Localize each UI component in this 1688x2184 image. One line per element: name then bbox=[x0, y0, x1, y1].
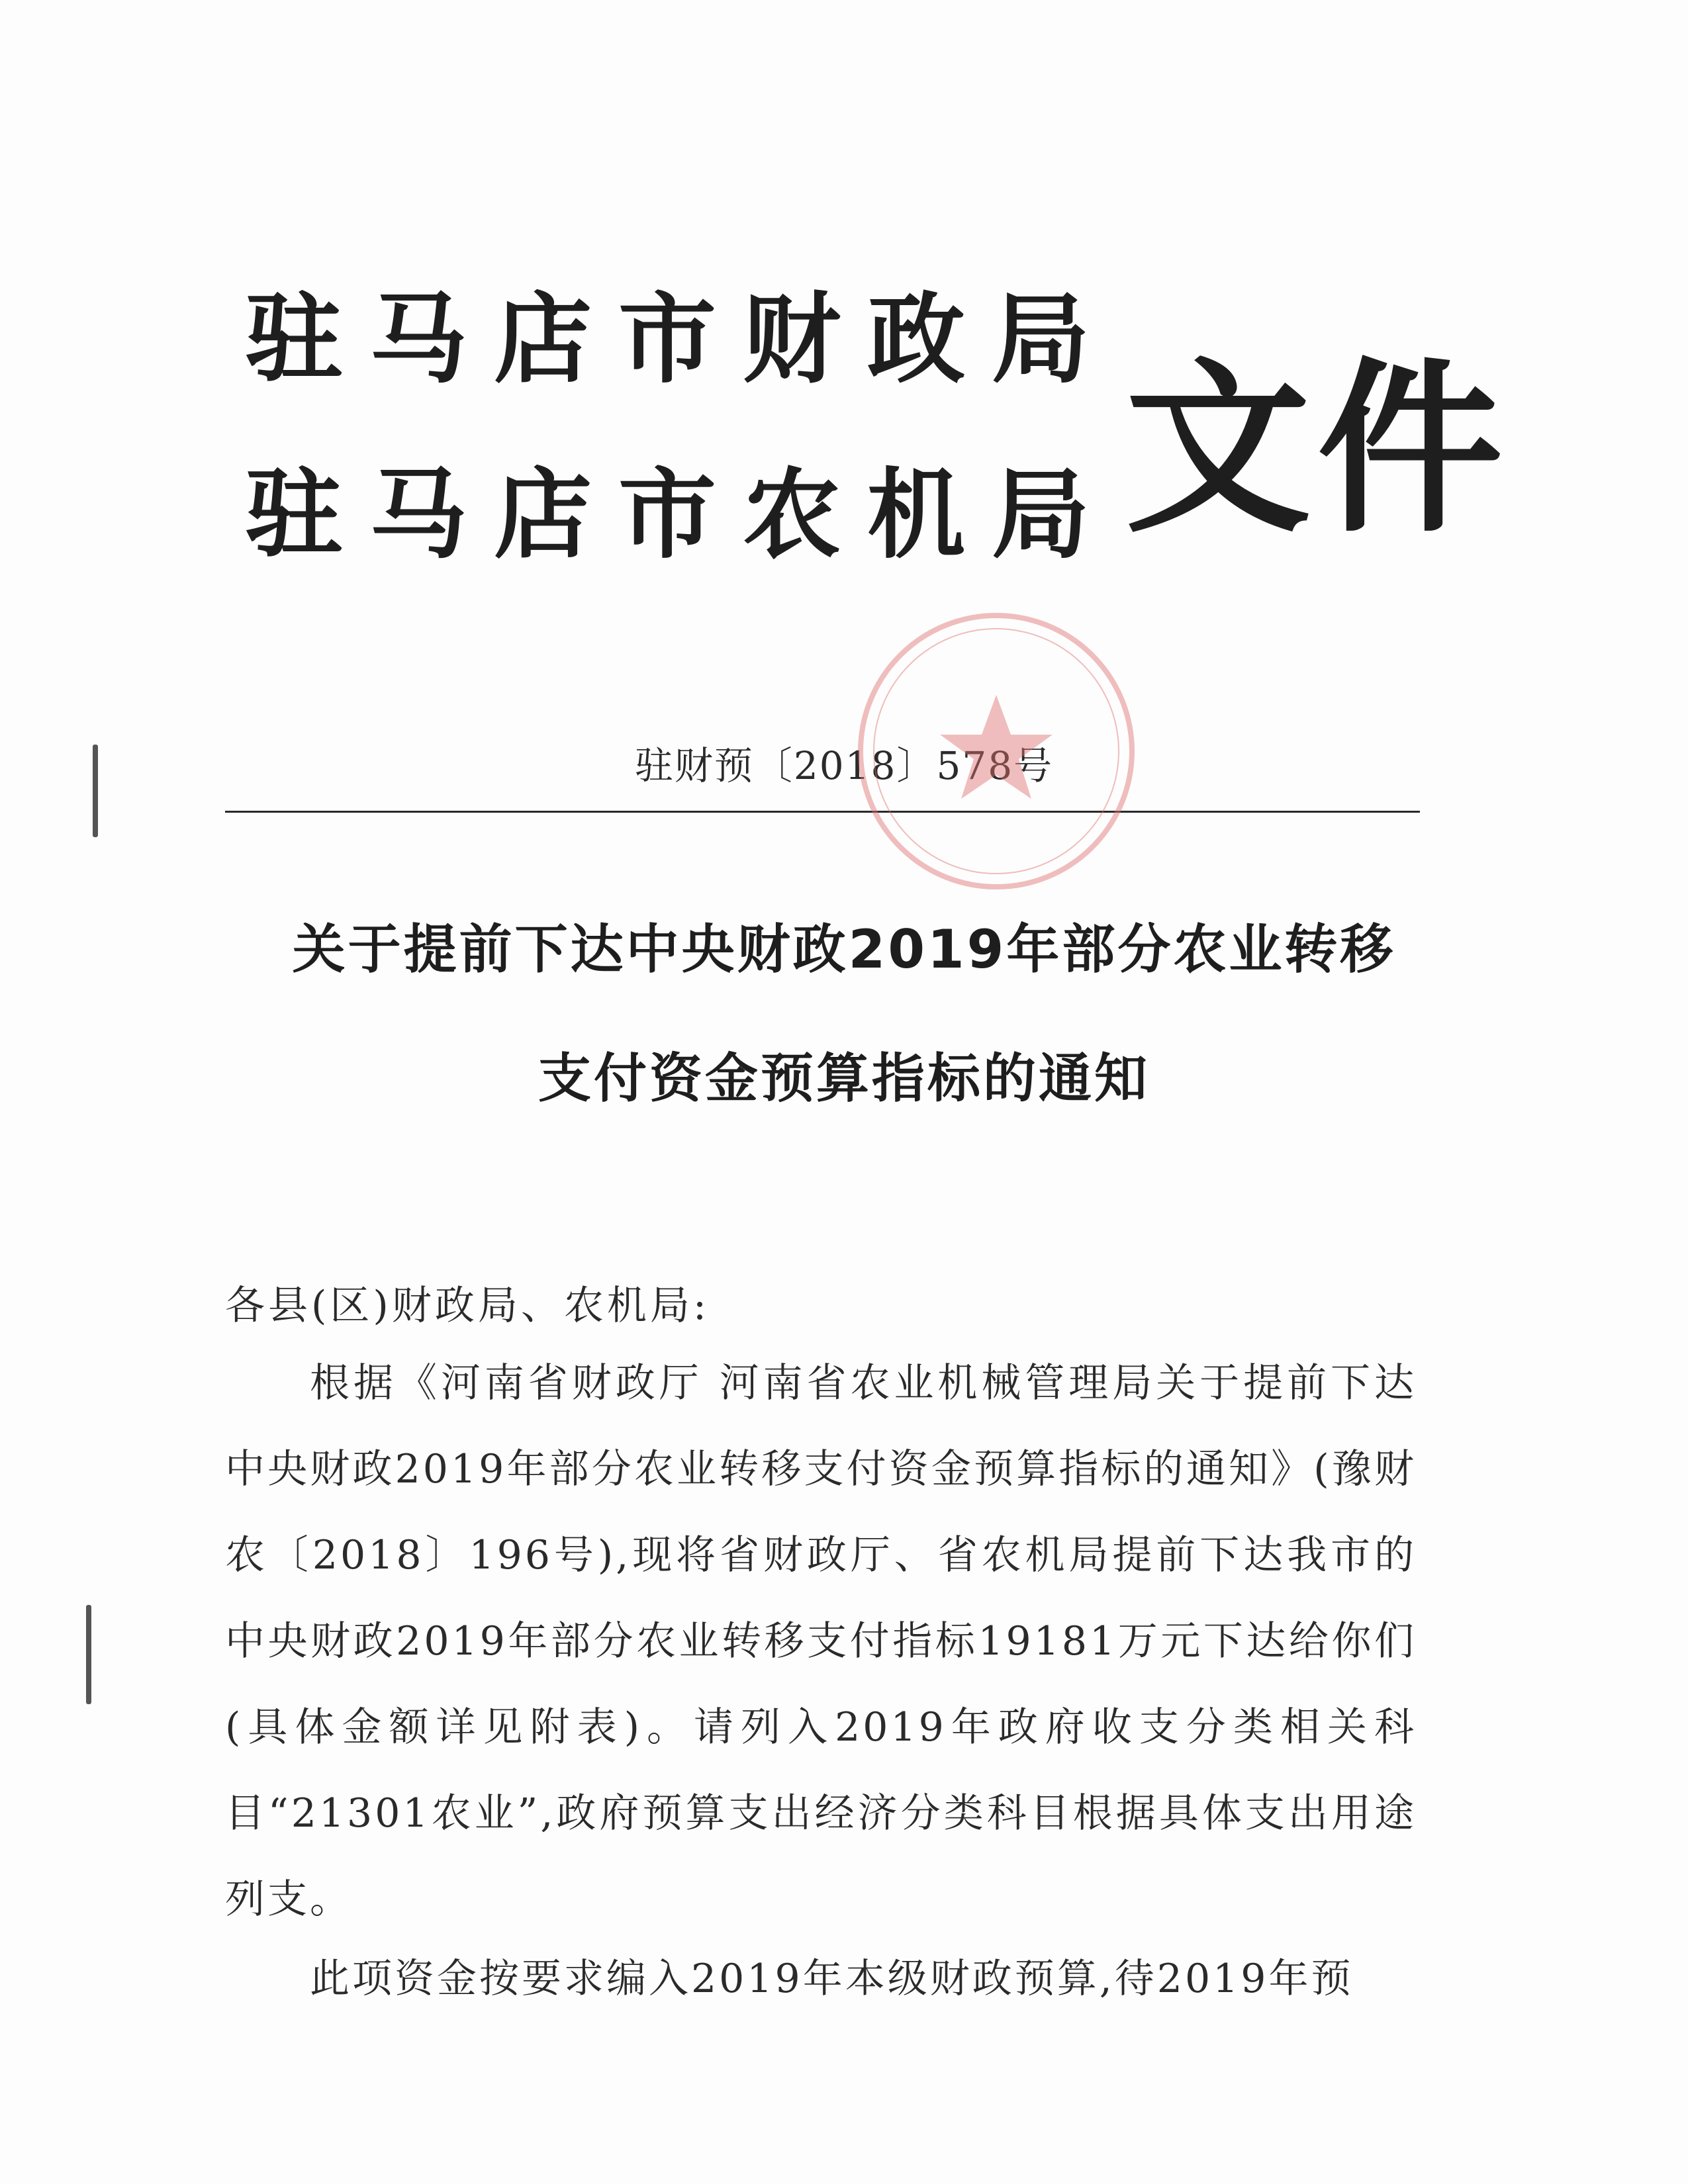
issuing-org-1: 驻马店市财政局 bbox=[245, 283, 1116, 396]
staple-mark bbox=[86, 1605, 91, 1704]
body-paragraph: 根据《河南省财政厅 河南省农业机械管理局关于提前下达中央财政2019年部分农业转移支付资金预算指标的通知》(豫财农〔2018〕196号),现将省财政厅、省农机局提前下达我市的中央财政2019年部分农业转移支付指标19181万元下达给你们(具体金额详见附表)。请列入2019年政府收支分类相关科目“21301农业”,政府预算支出经济分类科目根据具体支出用途列支。 bbox=[225, 1360, 1417, 1923]
issuing-org-2: 驻马店市农机局 bbox=[245, 458, 1116, 572]
document-number: 驻财预〔2018〕578号 bbox=[634, 743, 1054, 788]
salutation: 各县(区)财政局、农机局: bbox=[225, 1283, 710, 1329]
body-paragraph: 此项资金按要求编入2019年本级财政预算,待2019年预 bbox=[310, 1956, 1354, 2002]
document-title-line-2: 支付资金预算指标的通知 bbox=[538, 1048, 1150, 1109]
document-title-line-1: 关于提前下达中央财政2019年部分农业转移 bbox=[292, 919, 1396, 980]
document-type-label: 文件 bbox=[1125, 342, 1509, 558]
header-divider bbox=[225, 811, 1420, 813]
